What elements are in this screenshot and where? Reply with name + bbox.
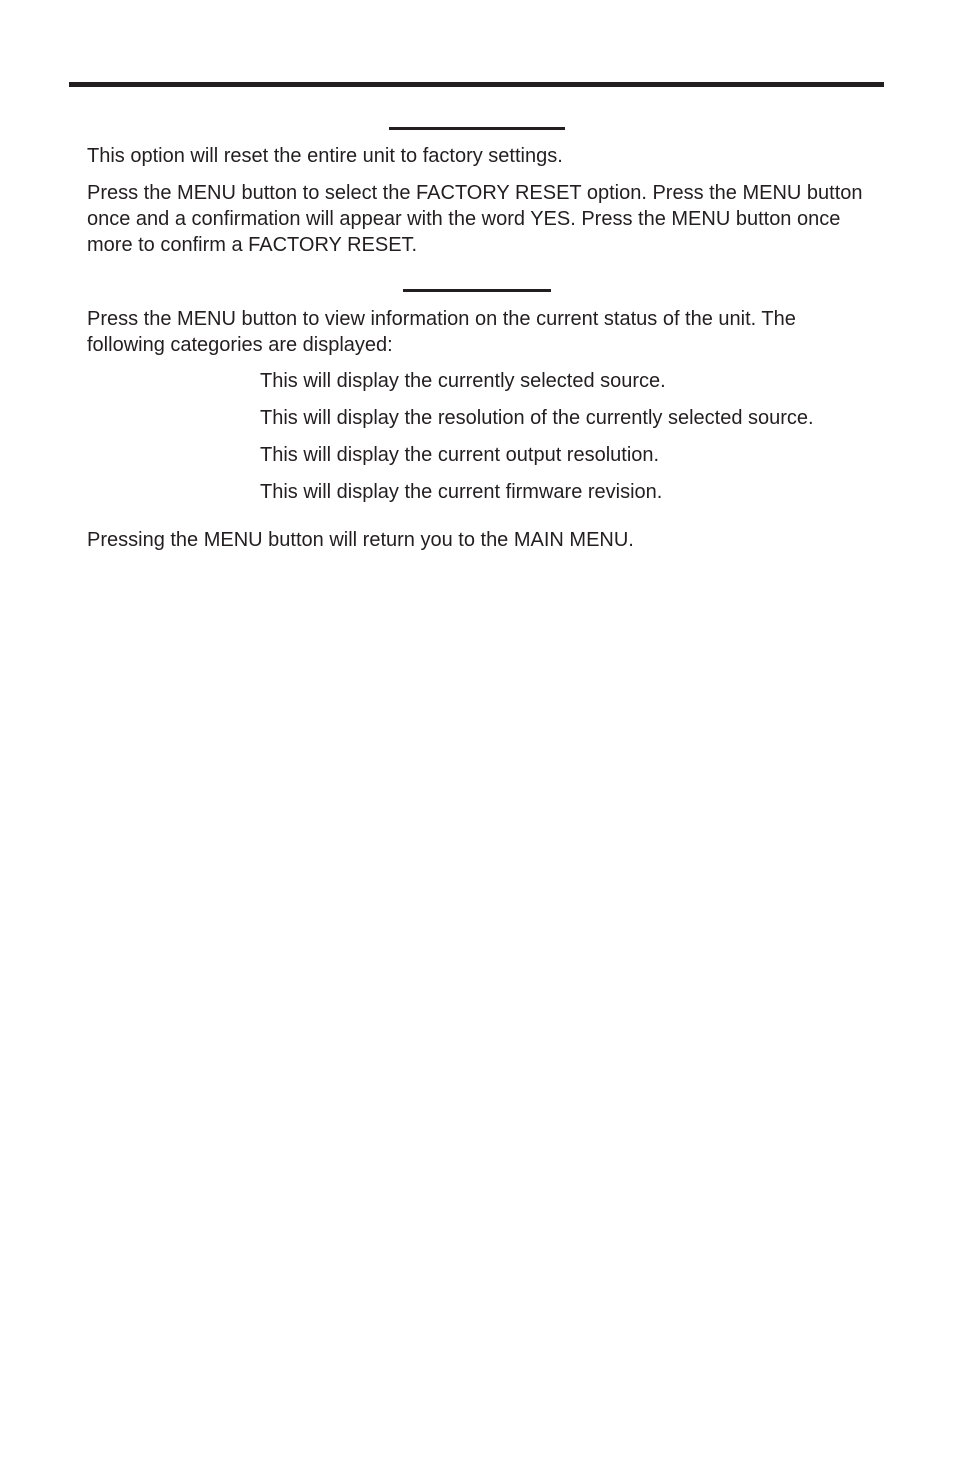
section-heading-rule-system-info [403, 289, 551, 292]
system-info-category-list [260, 368, 880, 516]
factory-reset-intro: This option will reset the entire unit to factory settings. [87, 145, 563, 167]
section-heading-rule-factory-reset [389, 127, 565, 130]
system-info-intro: Press the MENU button to view information on the current status of the unit. The following categories are displayed: [87, 308, 796, 356]
category-description-output-resolution: This will display the current output resolution. [260, 444, 660, 466]
category-description-input-resolution: This will display the resolution of the currently selected source. [260, 407, 814, 429]
category-description-firmware: This will display the current firmware revision. [260, 481, 663, 503]
factory-reset-instructions: Press the MENU button to select the FACTORY RESET option. Press the MENU button once and a confirmation will appear with the word YES. Press the MENU button once more to confirm a FACTORY RESET. [87, 182, 863, 256]
system-info-footer: Pressing the MENU button will return you to the MAIN MENU. [87, 529, 634, 551]
category-description-input: This will display the currently selected source. [260, 370, 666, 392]
header-rule [69, 82, 884, 87]
